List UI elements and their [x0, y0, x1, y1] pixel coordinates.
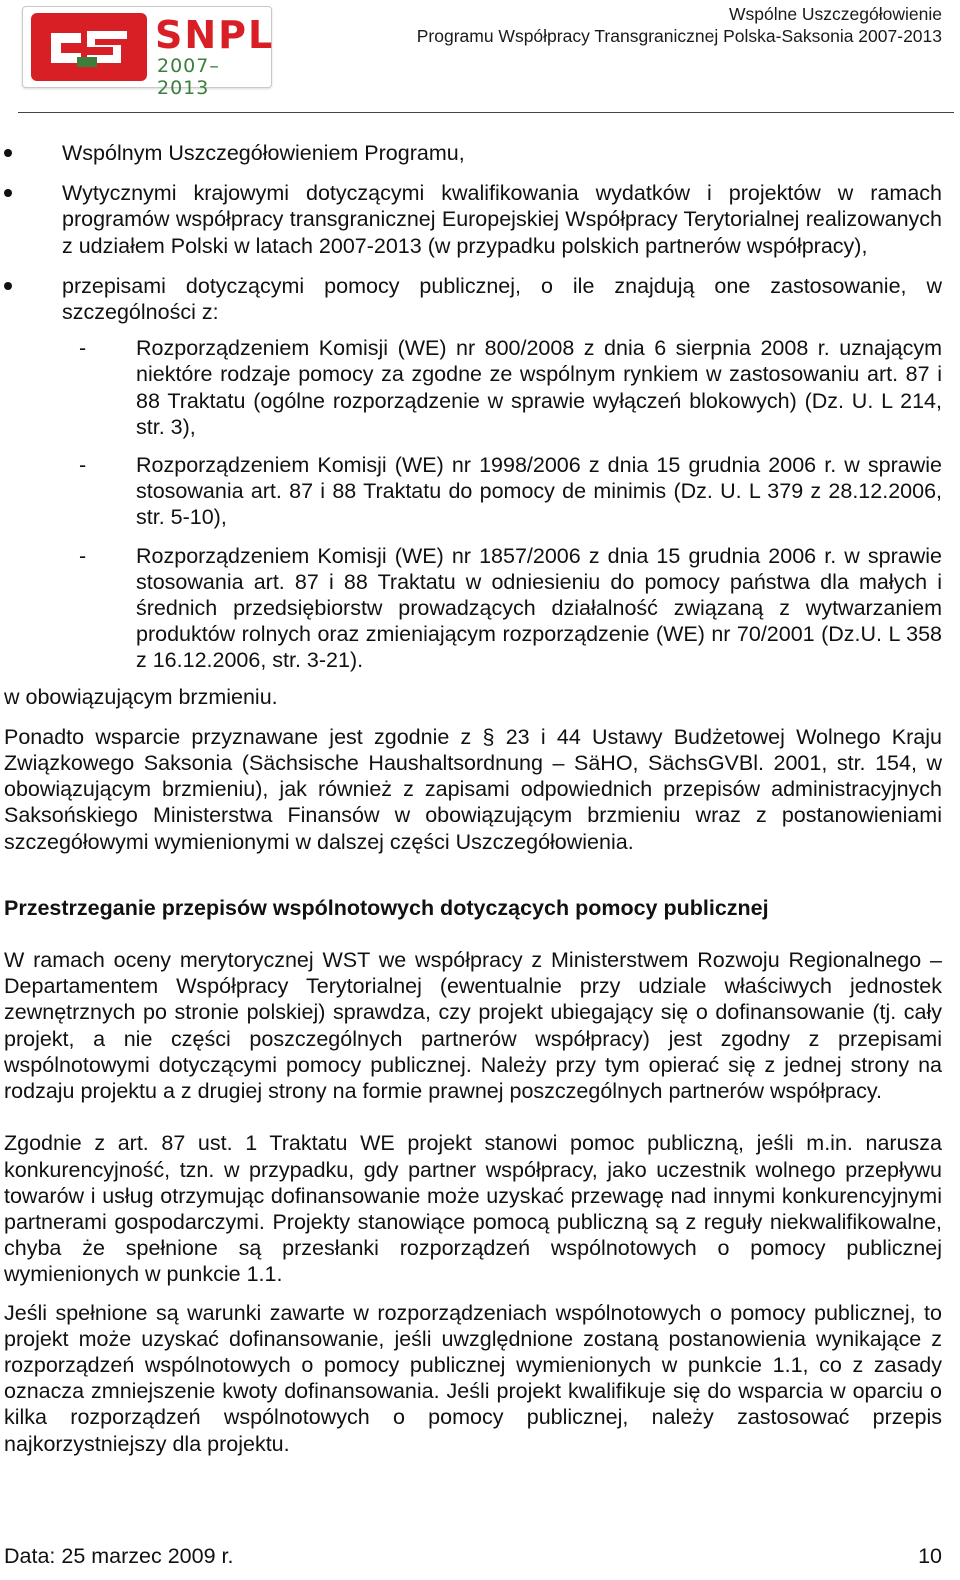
wst-paragraph: W ramach oceny merytorycznej WST we współpracy z Ministerstwem Rozwoju Regionalnego – Departamentem Współpracy Terytorialnej (ewentualnie przy udziale właściwych jednostek zewnętrznych po stronie polskiej) sprawdza, czy projekt ubiegający się o dofinansowanie (tj. cały projekt, a nie części poszczególnych partnerów współpracy) jest zgodny z przepisami wspólnotowymi dotyczącymi pomocy publicznej. Należy przy tym opierać się z jednej strony na rodzaju projektu a z drugiej strony na formie prawnej poszczególnych partnerów współpracy.	[4, 948, 942, 1104]
dash-text: Rozporządzeniem Komisji (WE) nr 1857/2006 z dnia 15 grudnia 2006 r. w sprawie stosowania art. 87 i 88 Traktatu w odniesieniu do pomocy państwa dla małych i średnich przedsiębiorstw prowadzących działalność związaną z wytwarzaniem produktów rolnych oraz zmieniającym rozporządzenie (WE) nr 70/2001 (Dz.U. L 358 z 16.12.2006, str. 3-21).	[136, 543, 942, 673]
dash-marker: -	[79, 453, 87, 478]
snpl-logo-mark-icon	[31, 13, 147, 81]
document-title	[417, 3, 942, 47]
document-title-line2: Programu Współpracy Transgranicznej Polska-Saksonia 2007-2013	[416, 26, 942, 46]
page-number: 10	[918, 1544, 942, 1568]
bullet-item	[4, 140, 942, 166]
footer-date: Data: 25 marzec 2009 r.	[4, 1544, 234, 1568]
bullet-item	[4, 273, 942, 325]
header-divider	[18, 112, 954, 113]
dash-marker: -	[79, 543, 87, 568]
snpl-logo	[22, 6, 275, 99]
document-title-line1: Wspólne Uszczegółowienie	[728, 4, 942, 24]
dash-text: Rozporządzeniem Komisji (WE) nr 800/2008 z dnia 6 sierpnia 2008 r. uznającym niektóre rodzaje pomocy za zgodne ze wspólnym rynkiem w zastosowaniu art. 87 i 88 Traktatu (ogólne rozporządzenie w sprawie wyłączeń blokowych) (Dz. U. L 214, str. 3),	[136, 336, 942, 439]
art87-paragraph: Zgodnie z art. 87 ust. 1 Traktatu WE projekt stanowi pomoc publiczną, jeśli m.in. narusza konkurencyjność, tzn. w przypadku, gdy partner współpracy, jako uczestnik wolnego przepływu towarów i usług otrzymując dofinansowanie może uzyskać przewagę nad innymi konkurencyjnymi partnerami gospodarczymi. Projekty stanowiące pomocą publiczną są z reguły niekwalifikowalne, chyba że spełnione są przesłanki rozporządzeń wspólnotowych o pomocy publicznej wymienionych w punkcie 1.1.	[4, 1131, 942, 1287]
bullet-item	[4, 180, 942, 259]
bullet-dot-icon	[4, 282, 12, 290]
bullet-text: przepisami dotyczącymi pomocy publicznej, o ile znajdują one zastosowanie, w szczególności z:	[62, 273, 942, 325]
dash-item	[4, 452, 942, 531]
section-heading: Przestrzeganie przepisów wspólnotowych dotyczących pomocy publicznej	[4, 895, 769, 920]
logo-text: SNPL	[155, 13, 275, 57]
document-body	[4, 140, 942, 1469]
bullet-dot-icon	[4, 149, 12, 157]
dash-marker: -	[79, 336, 87, 361]
conditions-paragraph: Jeśli spełnione są warunki zawarte w rozporządzeniach wspólnotowych o pomocy publicznej, to projekt może uzyskać dofinansowanie, jeśli uwzględnione zostaną postanowienia wynikające z rozporządzeń wspólnotowych o pomocy publicznej wymienionych w punkcie 1.1, co z zasady oznacza zmniejszenie kwoty dofinansowania. Jeśli projekt kwalifikuje się do wsparcia w oparciu o kilka rozporządzeń wspólnotowych o pomocy publicznej, należy zastosować przepis najkorzystniejszy dla projektu.	[4, 1300, 942, 1456]
dash-item	[4, 335, 942, 440]
bullet-text: Wspólnym Uszczegółowieniem Programu,	[62, 141, 465, 165]
in-force-note: w obowiązującym brzmieniu.	[4, 684, 278, 709]
bullet-text: Wytycznymi krajowymi dotyczącymi kwalifikowania wydatków i projektów w ramach programów współpracy transgranicznej Europejskiej Współpracy Terytorialnej realizowanych z udziałem Polski w latach 2007-2013 (w przypadku polskich partnerów współpracy),	[62, 181, 942, 258]
dash-text: Rozporządzeniem Komisji (WE) nr 1998/2006 z dnia 15 grudnia 2006 r. w sprawie stosowania art. 87 i 88 Traktatu do pomocy de minimis (Dz. U. L 379 z 28.12.2006, str. 5-10),	[136, 453, 942, 530]
page-footer	[4, 1543, 942, 1573]
logo-years: 2007–2013	[157, 55, 220, 99]
dash-item	[4, 543, 942, 674]
saxony-paragraph: Ponadto wsparcie przyznawane jest zgodnie z § 23 i 44 Ustawy Budżetowej Wolnego Kraju Związkowego Saksonia (Sächsische Haushaltsordnung – SäHO, SächsGVBl. 2001, str. 154, w obowiązującym brzmieniu), jak również z zapisami odpowiednich przepisów administracyjnych Saksońskiego Ministerstwa Finansów w obowiązującym brzmieniu wraz z postanowieniami szczegółowymi wymienionymi w dalszej części Uszczegółowienia.	[4, 724, 942, 854]
bullet-dot-icon	[4, 189, 12, 197]
page-header	[0, 0, 960, 115]
